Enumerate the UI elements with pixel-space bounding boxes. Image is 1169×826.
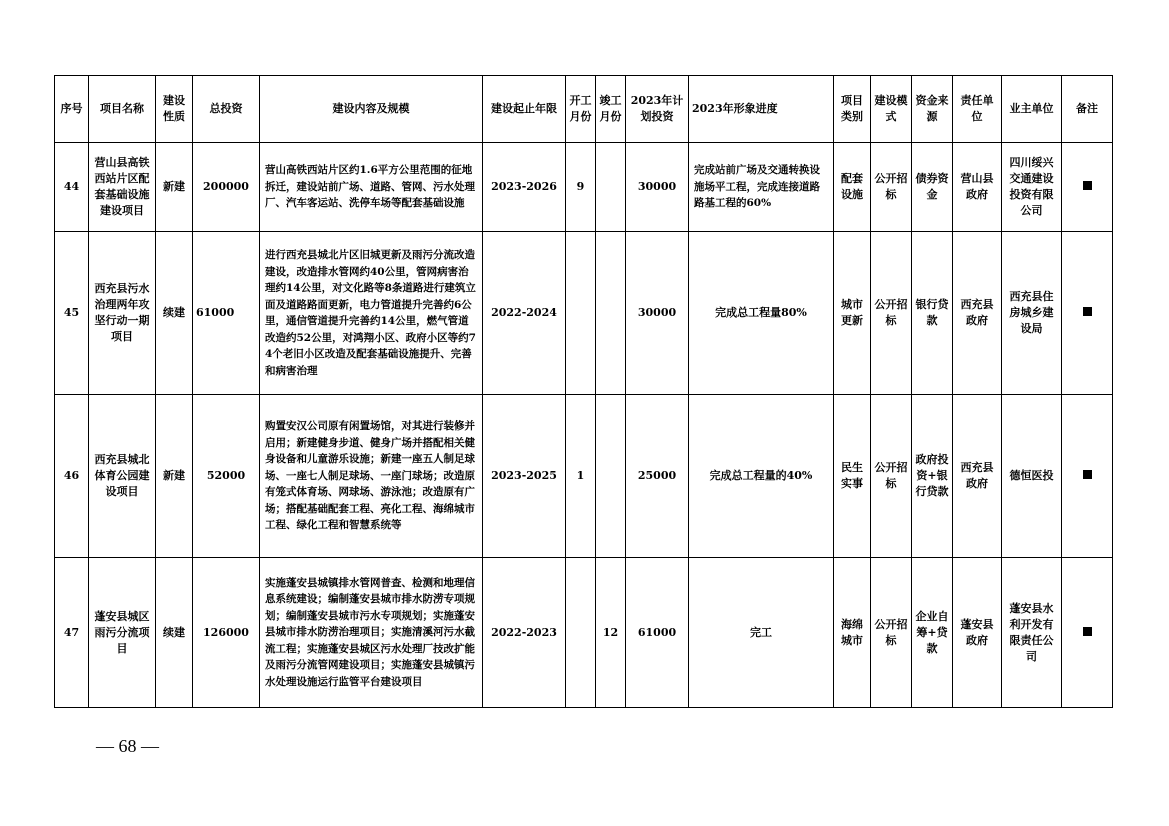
header-unit: 责任单位 <box>953 76 1002 143</box>
black-square-icon <box>1083 181 1092 190</box>
header-category: 项目类别 <box>834 76 871 143</box>
cell-invest: 61000 <box>193 232 260 395</box>
cell-name: 西充县城北体育公园建设项目 <box>89 395 156 558</box>
cell-period: 2023-2026 <box>483 143 566 232</box>
cell-start <box>566 558 596 708</box>
cell-start: 9 <box>566 143 596 232</box>
cell-finish <box>596 395 626 558</box>
cell-period: 2022-2023 <box>483 558 566 708</box>
cell-remark <box>1062 558 1113 708</box>
cell-content: 购置安汉公司原有闲置场馆，对其进行装修并启用；新建健身步道、健身广场并搭配相关健身设备和儿童游乐设施；新建一座五人制足球场、一座七人制足球场、一座门球场；改造原有笼式体育场、网球场、游泳池；改造原有广场；搭配基础配套工程、亮化工程、海绵城市工程、绿化工程和智慧系统等 <box>260 395 483 558</box>
header-fund: 资金来源 <box>912 76 953 143</box>
cell-progress: 完成站前广场及交通转换设施场平工程，完成连接道路路基工程的60% <box>689 143 834 232</box>
project-table <box>54 75 1113 708</box>
cell-plan: 30000 <box>626 232 689 395</box>
cell-category: 海绵城市 <box>834 558 871 708</box>
black-square-icon <box>1083 470 1092 479</box>
cell-unit: 西充县政府 <box>953 395 1002 558</box>
cell-fund: 银行贷款 <box>912 232 953 395</box>
cell-invest: 52000 <box>193 395 260 558</box>
cell-fund: 债券资金 <box>912 143 953 232</box>
cell-finish: 12 <box>596 558 626 708</box>
cell-period: 2022-2024 <box>483 232 566 395</box>
cell-unit: 蓬安县政府 <box>953 558 1002 708</box>
header-owner: 业主单位 <box>1002 76 1062 143</box>
cell-seq: 46 <box>55 395 89 558</box>
cell-unit: 西充县政府 <box>953 232 1002 395</box>
cell-progress: 完成总工程量的40% <box>689 395 834 558</box>
project-table-container <box>54 75 1112 708</box>
header-row <box>55 76 1113 143</box>
cell-finish <box>596 143 626 232</box>
cell-progress: 完工 <box>689 558 834 708</box>
cell-name: 西充县污水治理两年攻坚行动一期项目 <box>89 232 156 395</box>
header-plan: 2023年计划投资 <box>626 76 689 143</box>
header-progress: 2023年形象进度 <box>689 76 834 143</box>
cell-remark <box>1062 143 1113 232</box>
cell-category: 城市更新 <box>834 232 871 395</box>
cell-owner: 蓬安县水利开发有限责任公司 <box>1002 558 1062 708</box>
cell-finish <box>596 232 626 395</box>
cell-owner: 四川绥兴交通建设投资有限公司 <box>1002 143 1062 232</box>
cell-fund: 企业自筹+贷款 <box>912 558 953 708</box>
cell-category: 配套设施 <box>834 143 871 232</box>
table-row <box>55 558 1113 708</box>
cell-unit: 营山县政府 <box>953 143 1002 232</box>
cell-mode: 公开招标 <box>871 232 912 395</box>
cell-remark <box>1062 395 1113 558</box>
cell-name: 蓬安县城区雨污分流项目 <box>89 558 156 708</box>
cell-nature: 新建 <box>156 395 193 558</box>
header-nature: 建设性质 <box>156 76 193 143</box>
cell-content: 进行西充县城北片区旧城更新及雨污分流改造建设，改造排水管网约40公里，管网病害治理约14公里，对文化路等8条道路进行建筑立面及道路路面更新，电力管道提升完善约6公里，通信管道提升完善约14公里，燃气管道改造约52公里，对鸿翔小区、政府小区等约74个老旧小区改造及配套基础设施提升、完善和病害治理 <box>260 232 483 395</box>
cell-mode: 公开招标 <box>871 395 912 558</box>
cell-start <box>566 232 596 395</box>
table-row <box>55 395 1113 558</box>
header-seq: 序号 <box>55 76 89 143</box>
cell-nature: 新建 <box>156 143 193 232</box>
cell-fund: 政府投资+银行贷款 <box>912 395 953 558</box>
header-mode: 建设模式 <box>871 76 912 143</box>
cell-plan: 61000 <box>626 558 689 708</box>
cell-category: 民生实事 <box>834 395 871 558</box>
header-remark: 备注 <box>1062 76 1113 143</box>
black-square-icon <box>1083 627 1092 636</box>
page-number: — 68 — <box>96 736 159 756</box>
cell-remark <box>1062 232 1113 395</box>
cell-period: 2023-2025 <box>483 395 566 558</box>
cell-mode: 公开招标 <box>871 143 912 232</box>
header-period: 建设起止年限 <box>483 76 566 143</box>
cell-content: 实施蓬安县城镇排水管网普查、检测和地理信息系统建设；编制蓬安县城市排水防涝专项规划；编制蓬安县城市污水专项规划；实施蓬安县城市排水防涝治理项目；实施清溪河污水截流工程；实施蓬安县城区污水处理厂技改扩能及雨污分流管网建设项目；实施蓬安县城镇污水处理设施运行监管平台建设项目 <box>260 558 483 708</box>
cell-nature: 续建 <box>156 232 193 395</box>
header-content: 建设内容及规模 <box>260 76 483 143</box>
header-finish: 竣工月份 <box>596 76 626 143</box>
black-square-icon <box>1083 307 1092 316</box>
header-name: 项目名称 <box>89 76 156 143</box>
cell-invest: 200000 <box>193 143 260 232</box>
cell-invest: 126000 <box>193 558 260 708</box>
table-row <box>55 143 1113 232</box>
cell-seq: 47 <box>55 558 89 708</box>
cell-seq: 44 <box>55 143 89 232</box>
table-row <box>55 232 1113 395</box>
header-start: 开工月份 <box>566 76 596 143</box>
header-invest: 总投资 <box>193 76 260 143</box>
cell-content: 营山高铁西站片区约1.6平方公里范围的征地拆迁，建设站前广场、道路、管网、污水处理厂、汽车客运站、洗停车场等配套基础设施 <box>260 143 483 232</box>
cell-seq: 45 <box>55 232 89 395</box>
cell-nature: 续建 <box>156 558 193 708</box>
cell-mode: 公开招标 <box>871 558 912 708</box>
cell-owner: 德恒医投 <box>1002 395 1062 558</box>
cell-start: 1 <box>566 395 596 558</box>
cell-owner: 西充县住房城乡建设局 <box>1002 232 1062 395</box>
cell-plan: 30000 <box>626 143 689 232</box>
cell-name: 营山县高铁西站片区配套基础设施建设项目 <box>89 143 156 232</box>
cell-progress: 完成总工程量80% <box>689 232 834 395</box>
cell-plan: 25000 <box>626 395 689 558</box>
